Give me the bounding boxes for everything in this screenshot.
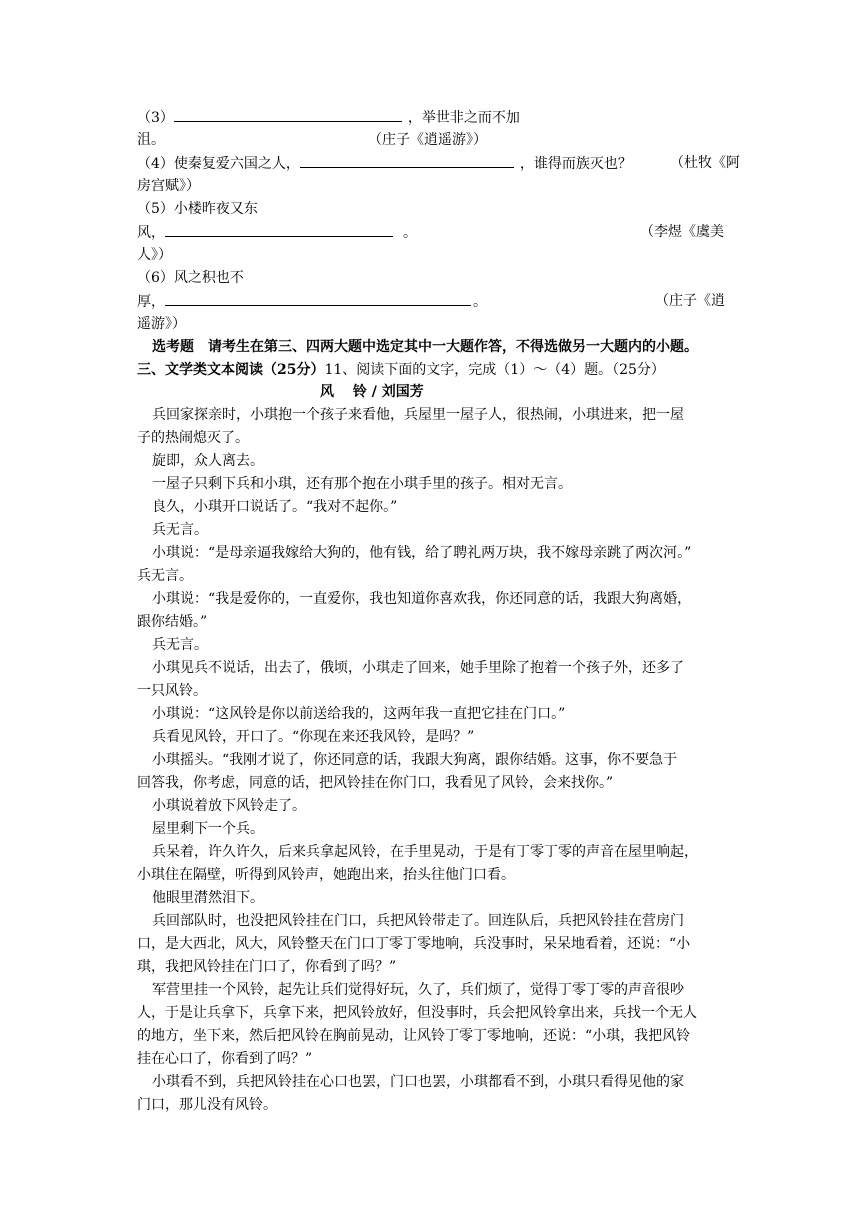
- story-line: 口，是大西北，风大，风铃整天在门口丁零丁零地响，兵没事时，呆呆地看着，还说：“小: [137, 936, 691, 952]
- story-line: 一屋子只剩下兵和小琪，还有那个抱在小琪手里的孩子。相对无言。: [152, 476, 572, 492]
- story-line: 兵无言。: [137, 568, 193, 584]
- q5-line: [137, 221, 417, 244]
- story-line: 人，于是让兵拿下，兵拿下来，把风铃放好，但没事时，兵会把风铃拿出来，兵找一个无人: [137, 1005, 697, 1021]
- q6-cont-prefix: 厚，: [137, 294, 165, 310]
- q5-answer-blank[interactable]: [165, 221, 393, 237]
- q3-line: [137, 106, 520, 129]
- story-line: 小琪住在隔壁，听得到风铃声，她跑出来，抬头往他门口看。: [137, 867, 515, 883]
- story-line: 屋里剩下一个兵。: [152, 821, 264, 837]
- q6-answer-blank[interactable]: [165, 290, 471, 306]
- q5-source-cont: 人》）: [137, 247, 172, 263]
- q6-after: 。: [473, 294, 487, 310]
- q6-line: [137, 290, 487, 313]
- story-line: 小琪说着放下风铃走了。: [152, 798, 306, 814]
- q3-cont: 沮。: [137, 132, 165, 148]
- story-line: 回答我，你考虑，同意的话，把风铃挂在你门口，我看见了风铃，会来找你。”: [137, 775, 614, 791]
- q4-source: （杜牧《阿: [670, 155, 740, 171]
- story-line: 兵看见风铃，开口了。“你现在来还我风铃，是吗？”: [152, 729, 475, 745]
- story-line: 兵无言。: [152, 637, 208, 653]
- q4-line: [137, 152, 632, 175]
- q6-prefix: （6）风之积也不: [137, 270, 244, 286]
- q4-answer-blank[interactable]: [300, 152, 514, 168]
- q5-source: （李煜《虞美: [640, 224, 724, 240]
- elective-notice: 选考题 请考生在第三、四两大题中选定其中一大题作答，不得选做另一大题内的小题。: [152, 339, 698, 355]
- q6-source-cont: 遥游》）: [137, 316, 186, 332]
- section-heading: 三、文学类文本阅读（25分）: [137, 362, 325, 378]
- story-line: 挂在心口了，你看到了吗？”: [137, 1051, 313, 1067]
- story-line: 小琪摇头。“我刚才说了，你还同意的话，我跟大狗离，跟你结婚。这事，你不要急于: [152, 752, 678, 768]
- q4-prefix: （4）使秦复爱六国之人，: [137, 156, 300, 172]
- story-line: 兵回家探亲时，小琪抱一个孩子来看他，兵屋里一屋子人，很热闹，小琪进来，把一屋: [152, 407, 684, 423]
- q3-after: ，举世非之而不加: [407, 110, 520, 126]
- story-line: 小琪看不到，兵把风铃挂在心口也罢，门口也罢，小琪都看不到，小琪只看得见他的家: [152, 1074, 684, 1090]
- story-title: 风 铃 / 刘国芳: [320, 384, 424, 400]
- q5-prefix: （5）小楼昨夜又东: [137, 201, 258, 217]
- section-heading-line: [137, 359, 665, 382]
- q5-cont-prefix: 风，: [137, 225, 165, 241]
- story-line: 军营里挂一个风铃，起先让兵们觉得好玩，久了，兵们烦了，觉得丁零丁零的声音很吵: [152, 982, 684, 998]
- story-line: 小琪说：“我是爱你的，一直爱你，我也知道你喜欢我，你还同意的话，我跟大狗离婚，: [152, 591, 692, 607]
- story-line: 他眼里潸然泪下。: [152, 890, 264, 906]
- story-line: 小琪说：“是母亲逼我嫁给大狗的，他有钱，给了聘礼两万块，我不嫁母亲跳了两次河。”: [152, 545, 692, 561]
- story-line: 小琪见兵不说话，出去了，俄顷，小琪走了回来，她手里除了抱着一个孩子外，还多了: [152, 660, 684, 676]
- section-instruction: 11、阅读下面的文字，完成（1）～（4）题。（25分）: [324, 362, 665, 378]
- q4-after: ，谁得而族灭也？: [519, 156, 632, 172]
- story-line: 小琪说：“这风铃是你以前送给我的，这两年我一直把它挂在门口。”: [152, 706, 566, 722]
- story-line: 门口，那儿没有风铃。: [137, 1097, 277, 1113]
- story-line: 旋即，众人离去。: [152, 453, 264, 469]
- q3-number: （3）: [137, 110, 174, 126]
- q4-source-cont: 房宫赋》）: [137, 178, 200, 194]
- story-line: 一只风铃。: [137, 683, 207, 699]
- story-line: 兵呆着，许久许久，后来兵拿起风铃，在手里晃动，于是有丁零丁零的声音在屋里响起，: [152, 844, 698, 860]
- story-line: 兵无言。: [152, 522, 208, 538]
- story-line: 跟你结婚。”: [137, 614, 208, 630]
- story-line: 的地方，坐下来，然后把风铃在胸前晃动，让风铃丁零丁零地响，还说：“小琪，我把风铃: [137, 1028, 691, 1044]
- story-line: 兵回部队时，也没把风铃挂在门口，兵把风铃带走了。回连队后，兵把风铃挂在营房门: [152, 913, 684, 929]
- story-line: 良久，小琪开口说话了。“我对不起你。”: [152, 499, 398, 515]
- story-line: 琪，我把风铃挂在门口了，你看到了吗？”: [137, 959, 397, 975]
- q3-source: （庄子《逍遥游》）: [368, 132, 487, 148]
- q6-source: （庄子《逍: [655, 293, 725, 309]
- story-line: 子的热闹熄灭了。: [137, 430, 249, 446]
- q5-after: 。: [403, 225, 417, 241]
- q3-answer-blank[interactable]: [174, 106, 402, 122]
